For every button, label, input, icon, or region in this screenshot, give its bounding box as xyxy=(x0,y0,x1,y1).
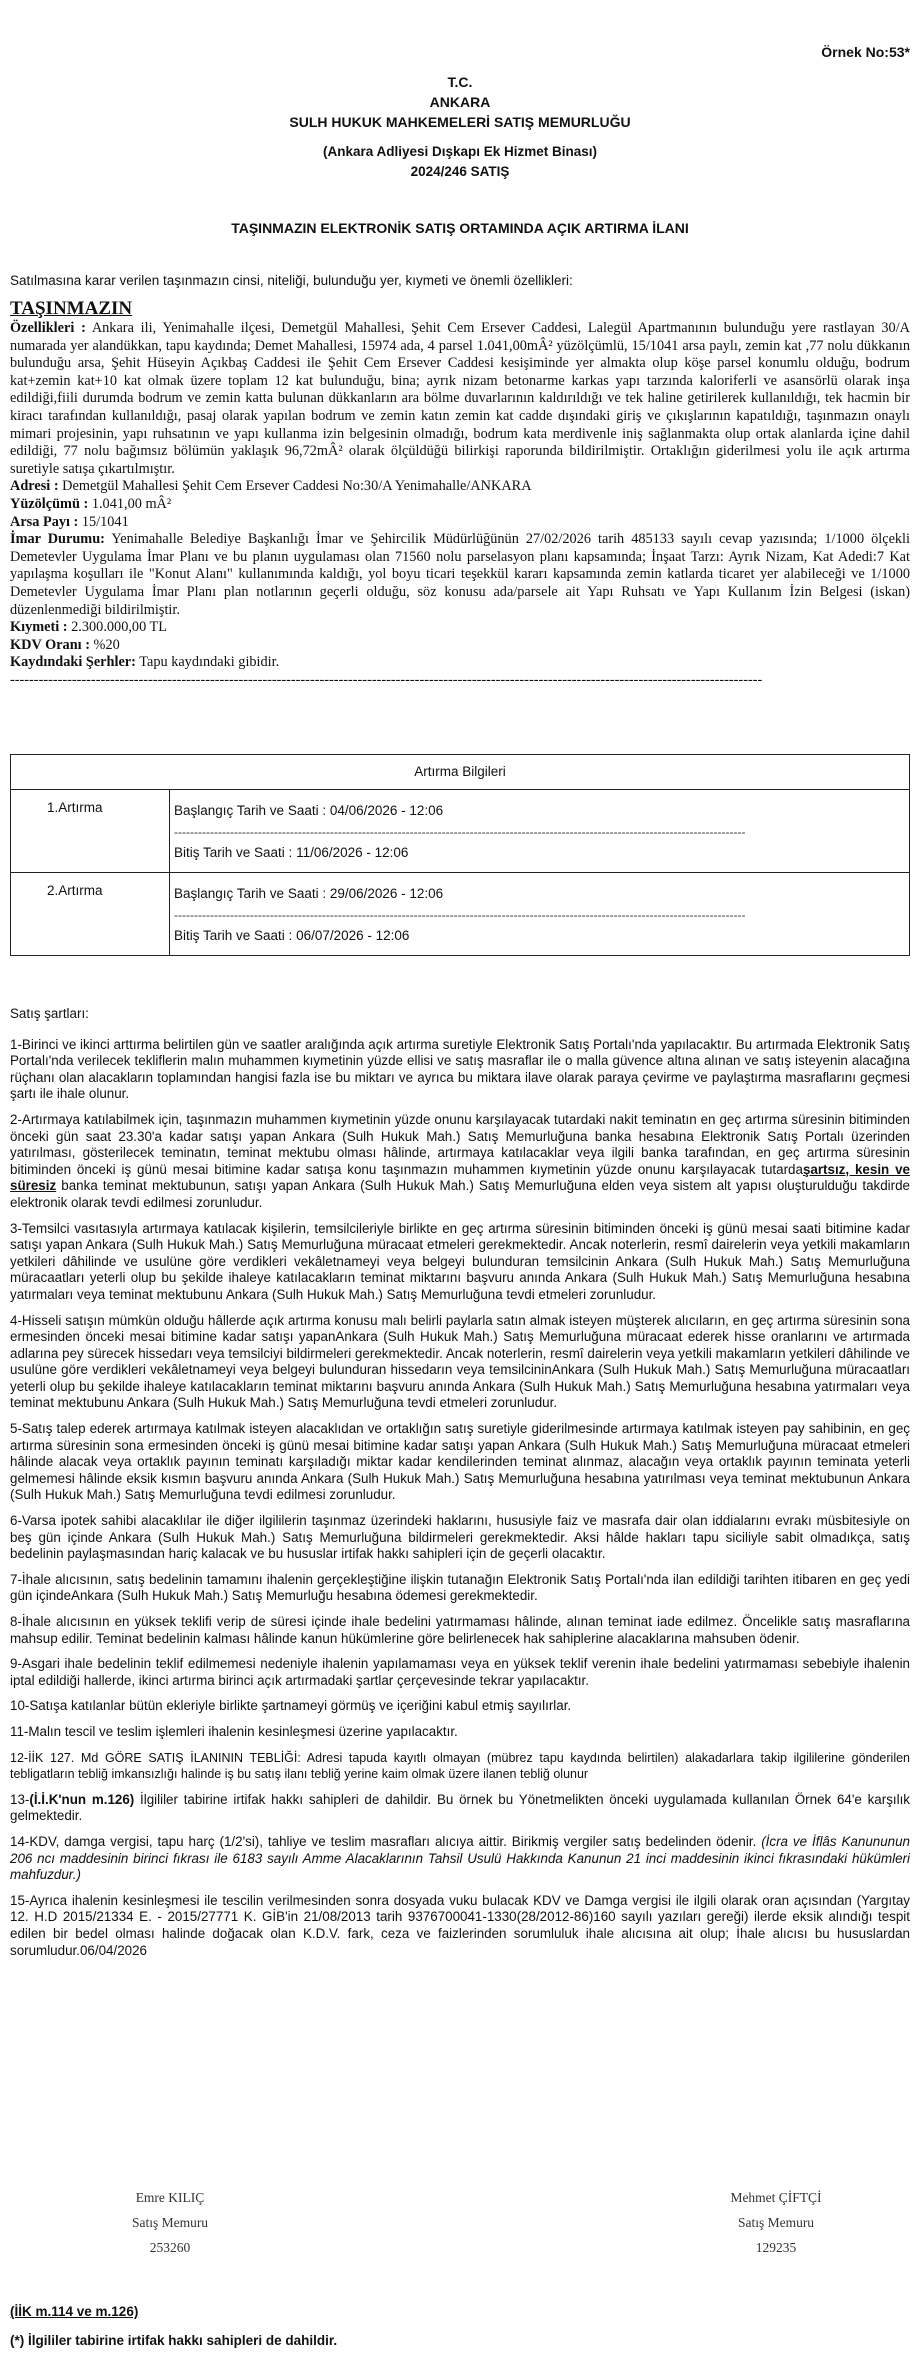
document-title: TAŞINMAZIN ELEKTRONİK SATIŞ ORTAMINDA AÇIK ARTIRMA İLANI xyxy=(231,220,689,236)
condition-2-emphasis: şartsız, kesin ve süresiz xyxy=(10,1161,910,1194)
footer-note: (*) İlgililer tabirine irtifak hakkı sahipleri de dahildir. xyxy=(10,2333,338,2348)
signature-block-2 xyxy=(676,2185,876,2260)
condition-4: 4-Hisseli satışın mümkün olduğu hâllerde açık artırma konusu malı belirli paylarla satın almak isteyen müşterek alıcıların, en geç artırma süresinin sona ermesinden önceki mesai bitimine kadar satışı yapanAnkara (Sulh Hukuk Mah.) Satış Memurluğuna müracaat ederek hisse oranlarını ve artırmada adlarına pey sürecek hissedarı veya temsilciyi bildirmeleri gerekmektedir. Ancak noterlerin, resmî dairelerin veya yetkili makamların yetkileri dâhilinde ve usulüne göre verdikleri vekâletnameyi veya belgeyi bulunduran hissedarın veya temsilcininAnkara (Sulh Hukuk Mah.) Satış Memurluğuna müracaatları yeterli olup bu şekilde ihaleye katılacakların teminat miktarını başvuru anında Ankara (Sulh Hukuk Mah.) Satış Memurluğuna hesabına yatırmaları veya teminat mektubunu Ankara (Sulh Hukuk Mah.) Satış Memurluğuna tevdi etmeleri zorunludur. xyxy=(10,1312,910,1411)
property-area xyxy=(10,496,910,514)
header-office: SULH HUKUK MAHKEMELERİ SATIŞ MEMURLUĞU xyxy=(289,114,631,130)
condition-1: 1-Birinci ve ikinci arttırma belirtilen gün ve saatler aralığında açık artırma suretiyle Elektronik Satış Portalı'nda yapılacaktır. Bu artırmada Elektronik Satış Portalı'nda verilecek tekliflerin malın muhammen kıymetinin yüzde ellisi ve satış masraflar ile o malla güvence altına alınan ve satış isteyenin alacağına rüçhanı olan alacakların toplamından hangisi fazla ise bu miktarı ve ayrıca bu miktara ilave olarak paraya çevirme ve paylaştırma masraflarını geçmesi şartı ile ihale olunur. xyxy=(10,1036,910,1102)
condition-9: 9-Asgari ihale bedelinin teklif edilmemesi nedeniyle ihalenin yapılamaması veya en yüksek teklif verenin ihale bedelini yatırmaması sebebiyle ihalenin iptal edildiği hallerde, ikinci artırma birinci açık artırmadaki şartlar çerçevesinde tekrar yapılacaktır. xyxy=(10,1656,910,1688)
header-file-no: 2024/246 SATIŞ xyxy=(410,164,510,179)
value-label: Kıymeti : xyxy=(10,619,68,636)
signer-name: Emre KILIÇ xyxy=(135,2190,205,2205)
start-label: Başlangıç Tarih ve Saati : xyxy=(174,803,330,818)
auction-end xyxy=(174,840,905,866)
address-label: Adresi : xyxy=(10,478,59,495)
property-land-share xyxy=(10,514,910,532)
header-building: (Ankara Adliyesi Dışkapı Ek Hizmet Binası) xyxy=(322,144,598,159)
area-value: 1.041,00 mÂ² xyxy=(88,495,172,512)
auction-row xyxy=(11,790,910,873)
footer-reference: (İİK m.114 ve m.126) xyxy=(10,2304,139,2319)
signer-id: 129235 xyxy=(755,2240,797,2255)
annotations-value: Tapu kaydındaki gibidir. xyxy=(135,654,280,671)
condition-15: 15-Ayrıca ihalenin kesinleşmesi ile tescilin verilmesinden sonra dosyada vuku bulacak KDV ve Damga vergisi ile ilgili olarak oran açısından (Yargıtay 12. H.D 2015/21334 E. - 2015/27771 K. GİB'in 21/08/2013 tarih 9376700041-1330(28/2012-86)160 sayılı yazıları gereği) ilerde eksik alındığı tespit edilen bir bedel olması halinde doğacak olan K.D.V. fark, ceza ve faizlerinden sorumluluk ihale alıcısına ait olup; İhale alıcısı bu hususlardan sorumludur.06/04/2026 xyxy=(10,1892,910,1958)
start-label: Başlangıç Tarih ve Saati : xyxy=(174,886,330,901)
auction-label: 1.Artırma xyxy=(11,790,170,873)
end-label: Bitiş Tarih ve Saati : xyxy=(174,845,297,860)
property-zoning xyxy=(10,531,910,619)
property-annotations xyxy=(10,654,910,672)
condition-3: 3-Temsilci vasıtasıyla artırmaya katılacak kişilerin, temsilcileriyle birlikte en geç artırma süresinin bitiminden önceki iş günü mesai saati bitimine kadar satışı yapan Ankara (Sulh Hukuk Mah.) Satış Memurluğuna müracaat etmeleri gerekmektedir. Ancak noterlerin, resmî dairelerin veya yetkili makamların yetkileri dâhilinde ve usulüne göre verdikleri vekâletnameyi veya belgeyi bulunduran temsilcinin Ankara (Sulh Hukuk Mah.) Satış Memurluğuna müracaatları yeterli olup bu şekilde ihaleye katılacakların teminat miktarını başvuru anında Ankara (Sulh Hukuk Mah.) Satış Memurluğuna hesabına yatırmaları veya teminat mektubunu Ankara (Sulh Hukuk Mah.) Satış Memurluğuna tevdi etmeleri zorunludur. xyxy=(10,1220,910,1302)
signer-title: Satış Memuru xyxy=(131,2215,209,2230)
auction-table-header: Artırma Bilgileri xyxy=(11,755,910,790)
condition-14-italic: (İcra ve İflâs Kanununun 206 ncı maddesinin birinci fıkrası ile 6183 sayılı Amme Alacaklarının Tahsil Usulü Hakkında Kanunun 21 inci maddesinin ikinci fıkrasındaki hükümleri mahfuzdur.) xyxy=(10,1833,910,1883)
zoning-label: İmar Durumu: xyxy=(10,531,105,548)
signer-name: Mehmet ÇİFTÇİ xyxy=(730,2190,822,2205)
annotations-label: Kaydındaki Şerhler: xyxy=(10,654,136,671)
auction-row xyxy=(11,873,910,956)
end-value: 06/07/2026 - 12:06 xyxy=(296,928,410,943)
header-city: ANKARA xyxy=(429,94,491,110)
condition-2-tail: banka teminat mektubunun, satışı yapan Ankara (Sulh Hukuk Mah.) Satış Memurluğuna elden veya sistem alt yapısı oluşturulduğu takdirde elektronik olarak tevdi edilmesi zorunludur. xyxy=(10,1178,910,1210)
property-address xyxy=(10,478,910,496)
intro-text: Satılmasına karar verilen taşınmazın cinsi, niteliği, bulunduğu yer, kıymeti ve önemli özellikleri: xyxy=(10,273,573,288)
property-vat xyxy=(10,637,910,655)
condition-13 xyxy=(10,1792,910,1825)
condition-12: 12-İİK 127. Md GÖRE SATIŞ İLANININ TEBLİĞİ: Adresi tapuda kayıtlı olmayan (mübrez tapu kaydında belirtilen) alakadarlara takip ilgililerine gönderilen tebligatların tebliğ imkansızlığı halinde iş bu satış ilanı tebliğ yerine kaim olmak üzere ilanen tebliğ olunur xyxy=(10,1750,910,1782)
auction-dates xyxy=(170,790,910,873)
vat-value: %20 xyxy=(89,636,120,653)
end-value: 11/06/2026 - 12:06 xyxy=(296,845,409,860)
condition-8: 8-İhale alıcısının en yüksek teklifi verip de süresi içinde ihale bedelini yatırmaması hâlinde, alınan teminat iade edilmez. Öncelikle satış masraflarına mahsup edilir. Teminat bedelinin kalması hâlinde kanun hükümlerine göre belirlenecek hak sahiplerine alacaklarına mahsuben ödenir. xyxy=(10,1614,910,1646)
value-amount: 2.300.000,00 TL xyxy=(67,619,167,636)
condition-11: 11-Malın tescil ve teslim işlemleri ihalenin kesinleşmesi üzerine yapılacaktır. xyxy=(10,1723,458,1739)
auction-end xyxy=(174,923,905,949)
land-share-label: Arsa Payı : xyxy=(10,513,79,530)
end-label: Bitiş Tarih ve Saati : xyxy=(174,928,297,943)
area-label: Yüzölçümü : xyxy=(10,495,89,512)
auction-label: 2.Artırma xyxy=(11,873,170,956)
condition-7: 7-İhale alıcısının, satış bedelinin tamamını ihalenin gerçekleştiğine ilişkin tutanağın Elektronik Satış Portalı'nda ilan edildiği tarihten itibaren en geç yedi gün içindeAnkara (Sulh Hukuk Mah.) Satış Memurluğu hesabına ödemesi gerekmektedir. xyxy=(10,1571,910,1604)
property-section xyxy=(10,298,910,689)
condition-13-ref: (İ.İ.K'nun m.126) xyxy=(29,1791,135,1807)
features-label: Özellikleri : xyxy=(10,320,86,336)
sample-number: Örnek No:53* xyxy=(821,44,910,60)
auction-table xyxy=(10,754,910,956)
auction-row-separator: ----------------------------------------------------------------------------------------------------------------------------------------------- xyxy=(174,908,746,922)
signer-title: Satış Memuru xyxy=(737,2215,815,2230)
condition-2 xyxy=(10,1112,910,1212)
signature-block-1 xyxy=(70,2185,270,2260)
zoning-text: Yenimahalle Belediye Başkanlığı İmar ve Şehircilik Müdürlüğünün 27/02/2026 tarih 485133 sayılı cevap yazısında; 1/1000 ölçekli Demetevler Uygulama İmar Planı ve bu planın uygulaması olan 71560 nolu parselasyon planı kapsamında; İnşaat Tarzı: Ayrık Nizam, Kat Adedi:7 Kat yapılaşma koşulları ile "Konut Alanı" kullanımında kaldığı, yol boyu ticari teşekkül kararı kapsamında zemin katlarda ticaret yer alabileceği ve 1/1000 Demetevler Uygulama İmar Planı plan notlarının geçerli olduğu, söz konusu ada/parsele ait Yapı Ruhsatı ve Yapı Kullanım İzin Belgesi (iskan) düzenlenmediği bildirilmiştir. xyxy=(10,531,911,618)
start-value: 29/06/2026 - 12:06 xyxy=(329,886,444,901)
signer-id: 253260 xyxy=(149,2240,191,2255)
condition-5: 5-Satış talep ederek artırmaya katılmak isteyen alacaklıdan ve ortaklığın satış suretiyle giderilmesinde artırmaya katılmak isteyen pay sahibinin, en geç artırma süresinin sona ermesinden önceki iş günü mesai bitimine kadar satışı yapan Ankara (Sulh Hukuk Mah.) Satış Memurluğuna müracaat etmeleri hâlinde alacak veya ortaklık payının teminatı karşıladığı miktar kadar kendilerinden teminat alınmaz, alacağın veya ortaklık payının teminata yeterli gelmemesi hâlinde eksik kısmın başvuru anında Ankara (Sulh Hukuk Mah.) Satış Memurluğuna hesabına yatırılması veya teminat mektubunun Ankara (Sulh Hukuk Mah.) Satış Memurluğuna tevdi edilmesi zorunludur. xyxy=(10,1421,910,1503)
condition-10: 10-Satışa katılanlar bütün ekleriyle birlikte şartnameyi görmüş ve içeriğini kabul etmiş sayılırlar. xyxy=(10,1698,572,1714)
header-tc: T.C. xyxy=(447,74,473,90)
condition-13-num: 13- xyxy=(10,1791,30,1807)
condition-14 xyxy=(10,1834,910,1884)
auction-dates xyxy=(170,873,910,956)
start-value: 04/06/2026 - 12:06 xyxy=(329,803,444,818)
document-header xyxy=(10,72,910,182)
conditions-heading: Satış şartları: xyxy=(10,1006,89,1021)
land-share-value: 15/1041 xyxy=(78,513,129,530)
dash-separator: -------------------------------------------------------------------------------------------------------------------------------------------------------------- xyxy=(10,671,763,688)
property-heading: TAŞINMAZIN xyxy=(10,298,133,319)
sale-conditions xyxy=(10,1006,910,1968)
auction-start xyxy=(174,881,905,907)
features-text: Ankara ili, Yenimahalle ilçesi, Demetgül Mahallesi, Şehit Cem Ersever Caddesi, Lalegül Apartmanının bulunduğu yere rastlayan 30/A numarada yer alandükkan, tapu kaydında; Demet Mahallesi, 15974 ada, 4 parsel 1.041,00mÂ² yüzölçümlü, 15/1041 arsa paylı, zemin kat ,77 nolu dükkanın bulunduğu arsa, Şehit Hüseyin Açıkbaş Caddesi ile Şehit Cem Ersever Caddesi kesişiminde yer almakta olup köşe parsel konumlu olduğu, bodrum kat+zemin kat+10 kat olmak üzere toplam 12 kat bulunduğu, bina; ayrık nizam betonarme karkas yapı tarzında kaloriferli ve asansörlü olarak inşa edildiği,fiili durumda bodrum ve zemin katta bulunan dükkanların ara bölme duvarlarının kaldırıldığı ve tek haline getirilerek kullanıldığı, tek hacmin bir kiracı tarafından kullanıldığı, pasaj olarak yapılan bodrum ve zemin katın zemin kat cadde dışındaki giriş ve çıkışlarının kapatıldığı, taşınmazın onaylı mimari projesinin, yapı ruhsatının ve yapı kullanma izin belgesinin olmadığı, bodrum kata merdivenle iniş sağlanmakta olup ortak alanlarda içine dahil edildiği, 77 nolu bağımsız bölümün yaklaşık 96,72mÂ² olarak ölçüldüğü bilirkişi raporunda bildirilmiştir. Ortaklığın giderilmesi yolu ile açık artırma suretiyle satışa çıkartılmıştır. xyxy=(10,320,911,477)
condition-13-text: İlgililer tabirine irtifak hakkı sahipleri de dahildir. Bu örnek bu Yönetmelikten önceki uygulamada kullanılan Örnek 64'e karşılık gelmektedir. xyxy=(10,1791,910,1824)
vat-label: KDV Oranı : xyxy=(10,636,90,653)
condition-14-text: 14-KDV, damga vergisi, tapu harç (1/2'si), tahliye ve teslim masrafları alıcıya aittir. Birikmiş vergiler satış bedelinden ödenir. xyxy=(10,1833,762,1849)
condition-6: 6-Varsa ipotek sahibi alacaklılar ile diğer ilgililerin taşınmaz üzerindeki haklarını, hususiyle faiz ve masrafa dair olan iddialarını evrakı müsbitesiyle on beş gün içinde Ankara (Sulh Hukuk Mah.) Satış Memurluğuna bildirmeleri gerekmektedir. Aksi hâlde hakları tapu siciliyle sabit olmadıkça, satış bedelinin paylaşmasından hariç kalacak ve bu hususlar irtifak hakkı sahipleri için de geçerli olacaktır. xyxy=(10,1513,910,1562)
property-value xyxy=(10,619,910,637)
address-value: Demetgül Mahallesi Şehit Cem Ersever Caddesi No:30/A Yenimahalle/ANKARA xyxy=(58,478,532,495)
auction-start xyxy=(174,798,905,824)
property-features xyxy=(10,320,910,478)
condition-2-text: 2-Artırmaya katılabilmek için, taşınmazın muhammen kıymetinin yüzde onunu karşılayacak tutardaki nakit teminatın en geç artırma süresinin bitiminden önceki gün saat 23.30'a kadar satışı yapan Ankara (Sulh Hukuk Mah.) Satış Memurluğuna banka hesabına Elektronik Satış Portalı üzerinden yatırılması, gösterilecek teminatın, teminat mektubu olması hâlinde, artırmaya katılacaklar veya ilgili banka tarafından, en geç artırma süresinin bitiminden önceki iş günü mesai bitimine kadar satışa konu taşınmazın muhammen kıymetinin yüzde onunu karşılayacak tutarda xyxy=(10,1111,910,1177)
auction-row-separator: ----------------------------------------------------------------------------------------------------------------------------------------------- xyxy=(174,825,746,839)
